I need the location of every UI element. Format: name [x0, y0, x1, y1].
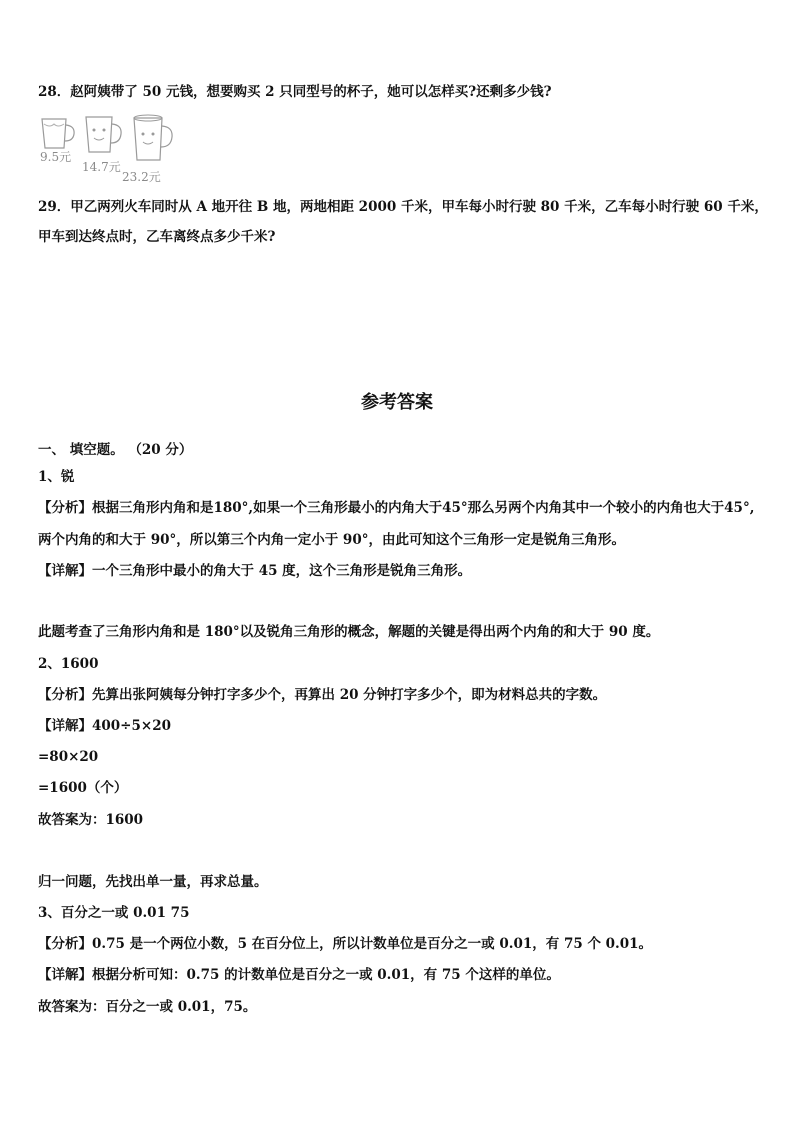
cup-2-price: 14.7元	[82, 160, 121, 174]
cup-illustration	[38, 112, 188, 182]
cup-3-price: 23.2元	[122, 170, 161, 184]
answer-2-final: 故答案为：1600	[38, 812, 144, 828]
answers-title: 参考答案	[361, 392, 433, 413]
cup-3-icon	[130, 112, 176, 166]
answer-1-heading: 1、锐	[38, 469, 75, 485]
answer-2-analysis: 【分析】先算出张阿姨每分钟打字多少个，再算出 20 分钟打字多少个，即为材料总共的字数。	[38, 687, 607, 703]
answer-1-analysis-line-2: 两个内角的和大于 90°，所以第三个内角一定小于 90°，由此可知这个三角形一定是锐角三角形。	[38, 532, 625, 548]
question-29-line-2: 甲车到达终点时，乙车离终点多少千米?	[38, 229, 276, 245]
cup-1-price: 9.5元	[40, 150, 72, 164]
answer-2-heading: 2、1600	[38, 656, 99, 672]
answer-1-note: 此题考查了三角形内角和是 180°以及锐角三角形的概念，解题的关键是得出两个内角的和大于 90 度。	[38, 624, 660, 640]
answer-2-step-1: =80×20	[38, 749, 99, 765]
question-28: 28．赵阿姨带了 50 元钱，想要购买 2 只同型号的杯子，她可以怎样买?还剩多少钱?	[38, 84, 552, 100]
answer-2-detail: 【详解】400÷5×20	[38, 718, 171, 734]
answer-3-analysis: 【分析】0.75 是一个两位小数，5 在百分位上，所以计数单位是百分之一或 0.01，有 75 个 0.01。	[38, 936, 653, 952]
answer-3-detail: 【详解】根据分析可知：0.75 的计数单位是百分之一或 0.01，有 75 个这样的单位。	[38, 967, 560, 983]
answer-1-analysis-line-1: 【分析】根据三角形内角和是180°,如果一个三角形最小的内角大于45°那么另两个内角其中一个较小的内角也大于45°,	[38, 500, 755, 516]
cup-2-icon	[82, 112, 124, 158]
answer-3-heading: 3、百分之一或 0.01 75	[38, 905, 190, 921]
answer-2-note: 归一问题，先找出单一量，再求总量。	[38, 874, 268, 890]
answer-3-final: 故答案为：百分之一或 0.01，75。	[38, 999, 257, 1015]
section-heading: 一、 填空题。 （20 分）	[38, 442, 193, 458]
question-29-line-1: 29．甲乙两列火车同时从 A 地开往 B 地，两地相距 2000 千米，甲车每小时行驶 80 千米，乙车每小时行驶 60 千米，	[38, 199, 768, 215]
answer-1-detail: 【详解】一个三角形中最小的角大于 45 度，这个三角形是锐角三角形。	[38, 563, 472, 579]
answer-2-step-2: =1600（个）	[38, 780, 128, 796]
